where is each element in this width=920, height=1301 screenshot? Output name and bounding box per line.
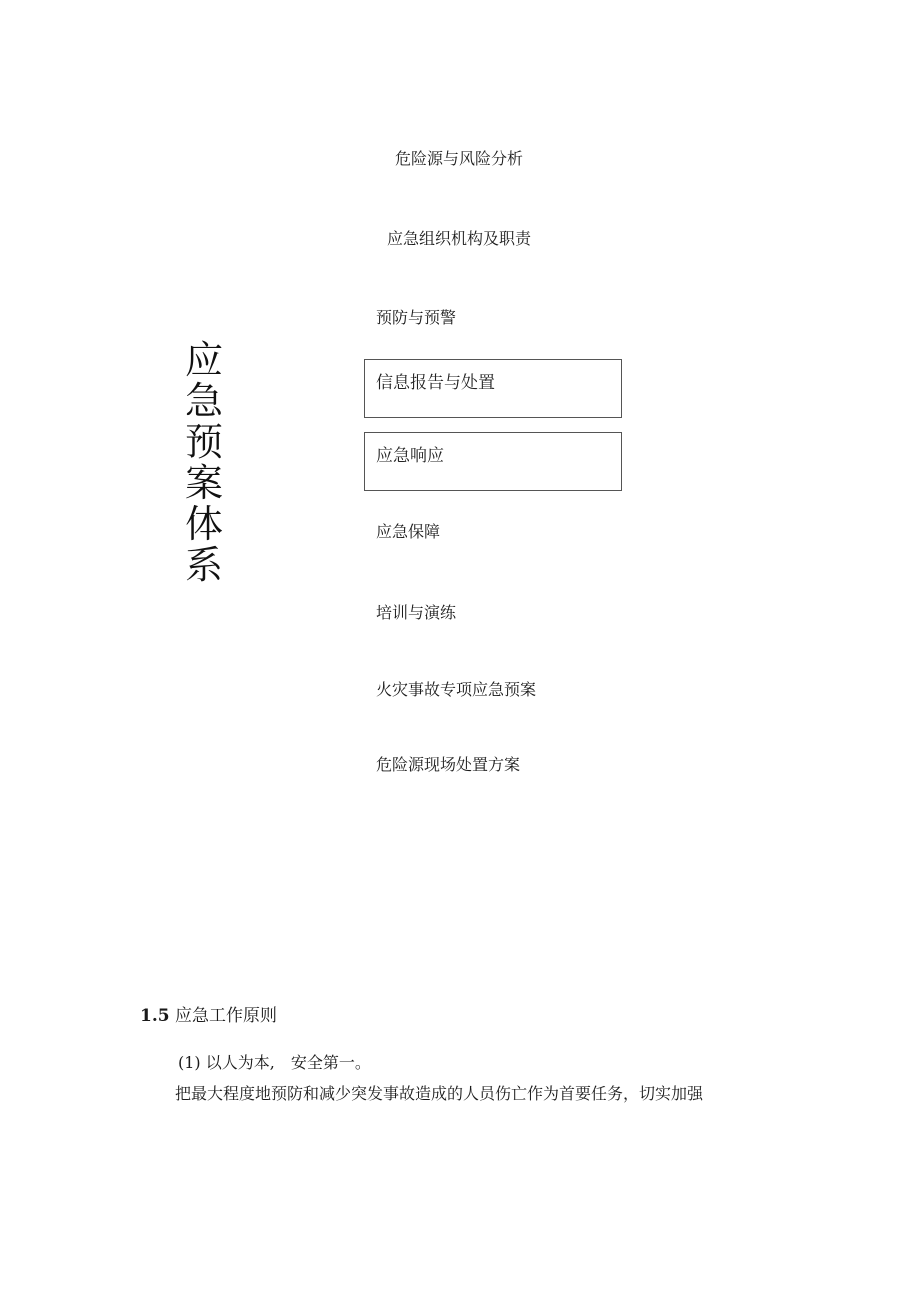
vertical-title xyxy=(181,340,227,586)
box-emergency-response xyxy=(364,432,622,491)
box-info-report xyxy=(364,359,622,418)
title-char: 系 xyxy=(184,543,223,587)
title-char: 急 xyxy=(184,379,223,423)
section-number: 1.5 xyxy=(140,1006,170,1026)
section-title: 应急工作原则 xyxy=(174,1006,277,1026)
item-training-drill: 培训与演练 xyxy=(376,603,457,622)
principle-body: 把最大程度地预防和减少突发事故造成的人员伤亡作为首要任务，切实加强 xyxy=(175,1084,704,1103)
item-organization-duties: 应急组织机构及职责 xyxy=(387,229,532,248)
item-emergency-support: 应急保障 xyxy=(376,522,441,541)
title-char: 预 xyxy=(184,420,223,464)
title-char: 体 xyxy=(184,502,223,546)
title-char: 案 xyxy=(184,461,223,505)
section-heading xyxy=(140,1001,277,1026)
item-prevention-warning: 预防与预警 xyxy=(376,308,457,327)
principle-heading: (1) 以人为本, 安全第一。 xyxy=(178,1053,371,1072)
item-hazard-risk-analysis: 危险源与风险分析 xyxy=(395,149,524,168)
item-fire-special-plan: 火灾事故专项应急预案 xyxy=(376,680,537,699)
title-char: 应 xyxy=(184,338,223,382)
item-hazard-onsite-plan: 危险源现场处置方案 xyxy=(376,755,521,774)
item-info-report: 信息报告与处置 xyxy=(376,373,495,393)
item-emergency-response: 应急响应 xyxy=(376,446,444,466)
